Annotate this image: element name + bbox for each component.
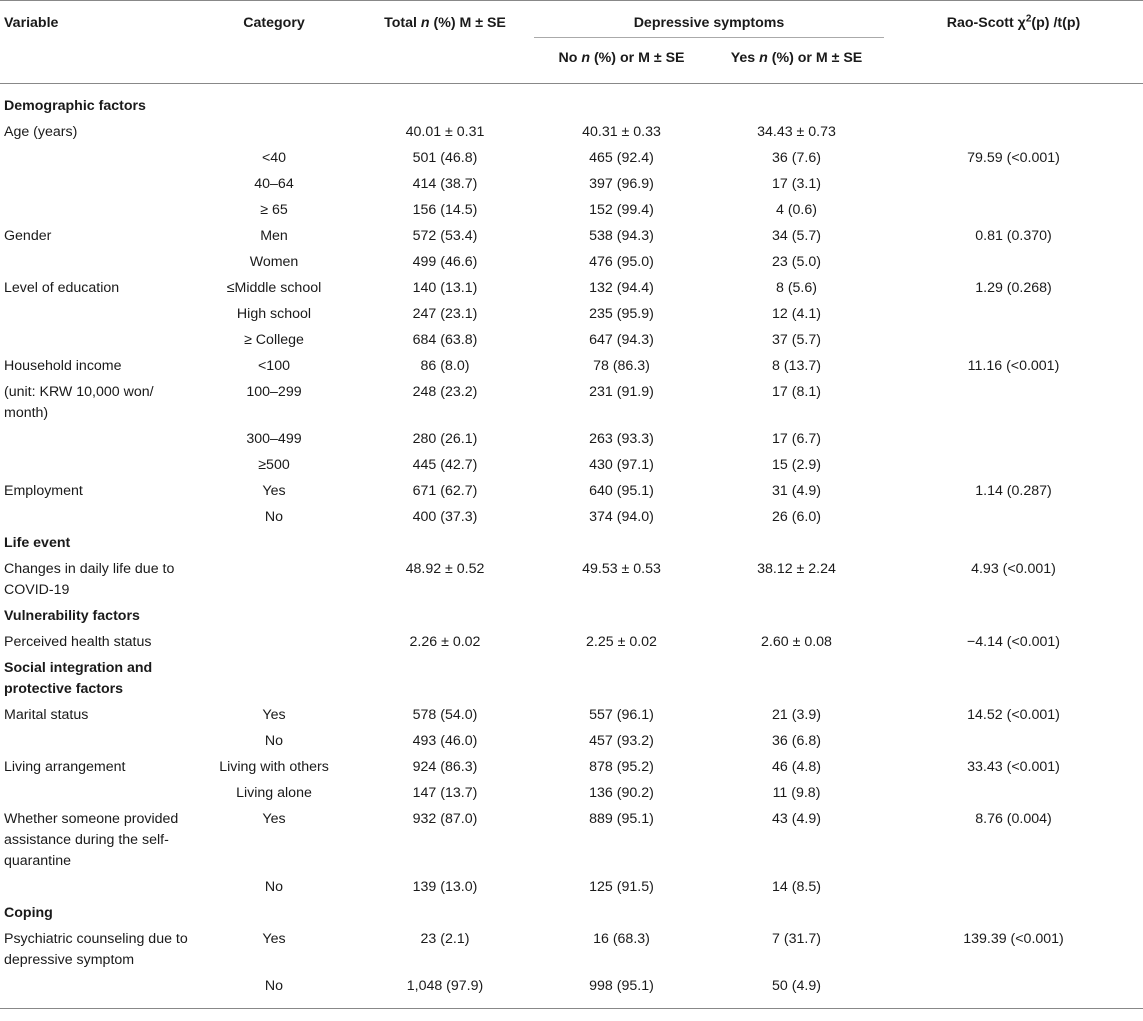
section-row [0, 531, 1143, 557]
total-cell: 924 (86.3) [412, 759, 478, 775]
yes-cell: 36 (7.6) [772, 150, 821, 166]
yes-cell: 17 (6.7) [772, 431, 821, 447]
stat-cell: 4.93 (<0.001) [971, 561, 1056, 577]
stat-cell: 33.43 (<0.001) [967, 759, 1060, 775]
table-row [0, 505, 1143, 531]
no-cell: 878 (95.2) [589, 759, 654, 775]
variable-cell: Psychiatric counseling due to depressive symptom [4, 931, 188, 968]
total-cell: 147 (13.7) [412, 785, 478, 801]
table-row [0, 974, 1143, 1009]
category-cell: <40 [261, 150, 287, 166]
no-cell: 998 (95.1) [589, 978, 654, 994]
category-cell: Living with others [219, 759, 329, 775]
category-cell: Living alone [236, 785, 312, 801]
table-row [0, 224, 1143, 250]
variable-cell: Marital status [4, 707, 89, 723]
table-header [0, 1, 1143, 84]
stat-cell: 79.59 (<0.001) [967, 150, 1060, 166]
no-cell: 16 (68.3) [593, 931, 650, 947]
category-cell: Yes [262, 811, 286, 827]
total-cell: 445 (42.7) [412, 457, 478, 473]
no-cell: 136 (90.2) [589, 785, 654, 801]
total-cell: 48.92 ± 0.52 [405, 561, 485, 577]
yes-cell: 12 (4.1) [772, 306, 821, 322]
stat-cell: 11.16 (<0.001) [967, 358, 1060, 374]
category-cell: No [264, 509, 284, 525]
no-cell: 152 (99.4) [589, 202, 654, 218]
no-cell: 397 (96.9) [589, 176, 654, 192]
variable-cell: Whether someone provided assistance during the self-quarantine [4, 811, 179, 869]
variable-cell: Changes in daily life due to COVID-19 [4, 561, 175, 598]
total-cell: 932 (87.0) [412, 811, 478, 827]
table-row [0, 427, 1143, 453]
header-statistic: Rao-Scott $\chi^2(p)$ /t(p) [946, 13, 1081, 31]
yes-cell: 17 (3.1) [772, 176, 821, 192]
table-row [0, 557, 1143, 604]
variable-cell: (unit: KRW 10,000 won/ month) [4, 384, 154, 421]
category-cell: No [264, 879, 284, 895]
yes-cell: 26 (6.0) [772, 509, 821, 525]
stat-cell: 1.14 (0.287) [975, 483, 1052, 499]
variable-cell: Level of education [4, 280, 120, 296]
table-row [0, 755, 1143, 781]
total-cell: 140 (13.1) [412, 280, 478, 296]
variable-cell: Perceived health status [4, 634, 152, 650]
yes-cell: 23 (5.0) [772, 254, 821, 270]
stat-cell: 0.81 (0.370) [975, 228, 1052, 244]
stat-cell: 139.39 (<0.001) [963, 931, 1064, 947]
total-cell: 247 (23.1) [412, 306, 478, 322]
category-cell: 300–499 [246, 431, 302, 447]
table-row [0, 198, 1143, 224]
category-cell: 100–299 [246, 384, 302, 400]
section-title: Vulnerability factors [4, 608, 140, 624]
yes-cell: 8 (5.6) [775, 280, 817, 296]
category-cell: Yes [262, 707, 286, 723]
total-cell: 501 (46.8) [412, 150, 478, 166]
table-row [0, 875, 1143, 901]
header-variable: Variable [4, 15, 59, 31]
yes-cell: 34 (5.7) [772, 228, 821, 244]
no-cell: 78 (86.3) [593, 358, 650, 374]
yes-cell: 31 (4.9) [772, 483, 821, 499]
category-cell: No [264, 733, 284, 749]
header-depressive-symptoms: Depressive symptoms [534, 1, 884, 38]
total-cell: 1,048 (97.9) [406, 978, 484, 994]
yes-cell: 14 (8.5) [772, 879, 821, 895]
table-row [0, 276, 1143, 302]
table-row [0, 120, 1143, 146]
table-row [0, 781, 1143, 807]
category-cell: ≤Middle school [226, 280, 322, 296]
table-row [0, 453, 1143, 479]
variable-cell: Gender [4, 228, 52, 244]
no-cell: 40.31 ± 0.33 [582, 124, 661, 140]
total-cell: 248 (23.2) [412, 384, 478, 400]
header-total: Total n (%) M ± SE [384, 15, 506, 31]
no-cell: 231 (91.9) [589, 384, 654, 400]
category-cell: Yes [262, 483, 286, 499]
table-row [0, 302, 1143, 328]
section-row [0, 84, 1143, 121]
table-row [0, 479, 1143, 505]
table-row [0, 807, 1143, 875]
table-row [0, 630, 1143, 656]
total-cell: 400 (37.3) [412, 509, 478, 525]
yes-cell: 11 (9.8) [772, 785, 821, 801]
no-cell: 2.25 ± 0.02 [586, 634, 657, 650]
variable-cell: Employment [4, 483, 83, 499]
no-cell: 647 (94.3) [589, 332, 654, 348]
table-row [0, 328, 1143, 354]
section-title: Demographic factors [4, 98, 146, 114]
total-cell: 671 (62.7) [412, 483, 478, 499]
total-cell: 23 (2.1) [420, 931, 470, 947]
total-cell: 40.01 ± 0.31 [405, 124, 485, 140]
table-row [0, 354, 1143, 380]
category-cell: <100 [258, 358, 290, 374]
yes-cell: 38.12 ± 2.24 [757, 561, 836, 577]
total-cell: 86 (8.0) [420, 358, 470, 374]
no-cell: 263 (93.3) [589, 431, 654, 447]
yes-cell: 37 (5.7) [772, 332, 821, 348]
yes-cell: 8 (13.7) [772, 358, 821, 374]
variable-cell: Household income [4, 358, 122, 374]
no-cell: 457 (93.2) [589, 733, 654, 749]
header-no: No n (%) or M ± SE [558, 50, 685, 66]
total-cell: 578 (54.0) [412, 707, 478, 723]
no-cell: 640 (95.1) [589, 483, 654, 499]
yes-cell: 36 (6.8) [772, 733, 821, 749]
no-cell: 476 (95.0) [589, 254, 654, 270]
total-cell: 499 (46.6) [412, 254, 478, 270]
no-cell: 465 (92.4) [589, 150, 654, 166]
category-cell: ≥ 65 [260, 202, 288, 218]
category-cell: High school [236, 306, 312, 322]
category-cell: ≥500 [258, 457, 290, 473]
yes-cell: 15 (2.9) [772, 457, 821, 473]
no-cell: 889 (95.1) [589, 811, 654, 827]
no-cell: 557 (96.1) [589, 707, 654, 723]
yes-cell: 4 (0.6) [775, 202, 817, 218]
yes-cell: 7 (31.7) [772, 931, 821, 947]
total-cell: 280 (26.1) [412, 431, 478, 447]
section-title: Life event [4, 535, 71, 551]
category-cell: No [264, 978, 284, 994]
section-row [0, 656, 1143, 703]
table-body [0, 84, 1143, 1009]
table-row [0, 146, 1143, 172]
category-cell: Women [249, 254, 299, 270]
category-cell: ≥ College [244, 332, 304, 348]
yes-cell: 43 (4.9) [772, 811, 821, 827]
category-cell: 40–64 [254, 176, 294, 192]
stat-cell: −4.14 (<0.001) [966, 634, 1061, 650]
yes-cell: 46 (4.8) [772, 759, 821, 775]
header-yes: Yes n (%) or M ± SE [730, 50, 863, 66]
yes-cell: 34.43 ± 0.73 [757, 124, 836, 140]
no-cell: 125 (91.5) [589, 879, 654, 895]
no-cell: 49.53 ± 0.53 [582, 561, 661, 577]
table-row [0, 380, 1143, 427]
no-cell: 132 (94.4) [589, 280, 654, 296]
category-cell: Men [260, 228, 288, 244]
no-cell: 430 (97.1) [589, 457, 654, 473]
table-row [0, 250, 1143, 276]
yes-cell: 2.60 ± 0.08 [761, 634, 832, 650]
total-cell: 156 (14.5) [412, 202, 478, 218]
yes-cell: 17 (8.1) [772, 384, 821, 400]
category-cell: Yes [262, 931, 286, 947]
table-row [0, 927, 1143, 974]
section-title: Social integration and protective factors [4, 660, 153, 697]
stat-cell: 1.29 (0.268) [975, 280, 1052, 296]
total-cell: 2.26 ± 0.02 [409, 634, 481, 650]
total-cell: 572 (53.4) [412, 228, 478, 244]
table-row [0, 729, 1143, 755]
table-row [0, 172, 1143, 198]
section-row [0, 901, 1143, 927]
section-title: Coping [4, 905, 53, 921]
total-cell: 139 (13.0) [412, 879, 478, 895]
header-category: Category [243, 15, 305, 31]
table-row [0, 703, 1143, 729]
variable-cell: Living arrangement [4, 759, 126, 775]
section-row [0, 604, 1143, 630]
no-cell: 374 (94.0) [589, 509, 654, 525]
no-cell: 538 (94.3) [589, 228, 654, 244]
yes-cell: 50 (4.9) [772, 978, 821, 994]
total-cell: 414 (38.7) [412, 176, 478, 192]
yes-cell: 21 (3.9) [772, 707, 821, 723]
stat-cell: 14.52 (<0.001) [967, 707, 1060, 723]
total-cell: 684 (63.8) [412, 332, 478, 348]
total-cell: 493 (46.0) [412, 733, 478, 749]
variable-cell: Age (years) [4, 124, 78, 140]
stat-cell: 8.76 (0.004) [975, 811, 1052, 827]
no-cell: 235 (95.9) [589, 306, 654, 322]
